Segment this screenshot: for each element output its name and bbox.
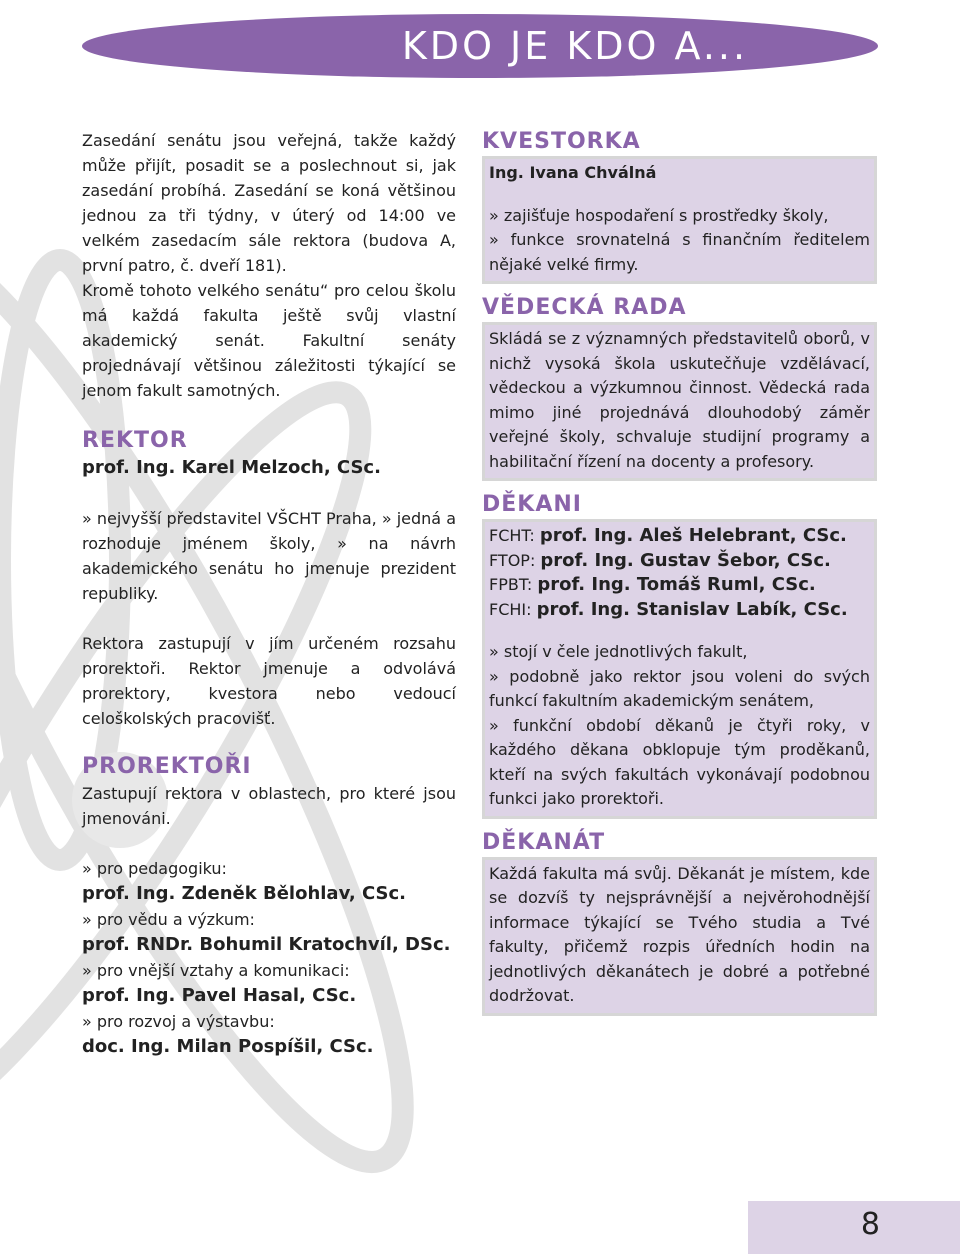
dekani-heading: DĚKANI: [482, 492, 582, 517]
dean-faculty: FCHI:: [489, 599, 532, 619]
dekani-duty: » stojí v čele jednotlivých fakult,: [489, 642, 748, 661]
dean-faculty: FCHT:: [489, 526, 535, 545]
rektor-duties: » nejvyšší představitel VŠCHT Praha, » jedná a rozhoduje jménem školy, » na návrh akademického senátu ho jmenuje prezident republiky.: [82, 509, 456, 603]
page-title: KDO JE KDO A...: [401, 24, 749, 68]
dean-name: prof. Ing. Aleš Helebrant, CSc.: [539, 525, 847, 546]
prorektor-name: prof. Ing. Zdeněk Bělohlav, CSc.: [82, 883, 406, 904]
rektor-heading: REKTOR: [82, 428, 188, 453]
kvestorka-box: [482, 156, 877, 284]
right-column: [482, 128, 877, 1016]
dean-name: prof. Ing. Tomáš Ruml, CSc.: [537, 574, 816, 595]
prorektor-area: » pro pedagogiku:: [82, 859, 227, 878]
prorektori-intro: Zastupují rektora v oblastech, pro které jsou jmenováni.: [82, 784, 456, 828]
dekani-duty: » podobně jako rektor jsou voleni do svých funkcí fakultním akademickým senátem,: [489, 666, 870, 710]
dean-row: [489, 549, 870, 574]
vedecka-rada-text: Skládá se z významných představitelů oborů, v nichž vysoká škola uskutečňuje vzdělávací, vědeckou a výzkumnou činnost. Vědecká rada mimo jiné projednává dlouhodobý záměr veřejné školy, schvaluje studijní programy a habilitační řízení na docenty a profesory.: [489, 329, 870, 471]
faculty-senate-text: Kromě tohoto velkého senátu“ pro celou školu má každá fakulta ještě svůj vlastní akademický senát. Fakultní senáty projednávají většinou záležitosti týkající se jenom fakult samotných.: [82, 281, 456, 400]
dekanat-heading: DĚKANÁT: [482, 829, 606, 855]
left-column: [82, 128, 456, 1060]
dean-faculty: FPBT:: [489, 575, 533, 594]
kvestorka-name: Ing. Ivana Chválná: [489, 163, 657, 182]
dean-row: [489, 524, 870, 549]
page-title-banner: [82, 14, 878, 78]
dean-name: prof. Ing. Gustav Šebor, CSc.: [540, 549, 831, 571]
prorektor-area: » pro rozvoj a výstavbu:: [82, 1012, 275, 1031]
dean-name: prof. Ing. Stanislav Labík, CSc.: [536, 598, 848, 620]
dean-row: [489, 598, 870, 623]
prorektori-heading: PROREKTOŘI: [82, 754, 252, 779]
rektor-name: prof. Ing. Karel Melzoch, CSc.: [82, 457, 381, 478]
kvestorka-heading: KVESTORKA: [482, 129, 641, 154]
vedecka-rada-box: [482, 322, 877, 481]
dekanat-box: [482, 857, 877, 1016]
dekani-box: [482, 519, 877, 819]
rektor-note: Rektora zastupují v jím určeném rozsahu prorektoři. Rektor jmenuje a odvolává prorektory, kvestora nebo vedoucí celoškolských pracovišť.: [82, 634, 456, 728]
prorektor-name: prof. Ing. Pavel Hasal, CSc.: [82, 985, 357, 1006]
dekani-duty: » funkční období děkanů je čtyři roky, v každého děkana obklopuje tým proděkanů, kteří na svých fakultách vykonávají podobnou funkci jako prorektoři.: [489, 715, 870, 808]
kvestorka-duty: » funkce srovnatelná s finančním ředitelem nějaké velké firmy.: [489, 230, 870, 274]
page-number-box: [748, 1201, 960, 1254]
prorektor-name: doc. Ing. Milan Pospíšil, CSc.: [82, 1036, 374, 1057]
vedecka-rada-heading: VĚDECKÁ RADA: [482, 295, 687, 320]
dean-row: [489, 573, 870, 598]
dean-faculty: FTOP:: [489, 550, 536, 570]
kvestorka-duty: » zajišťuje hospodaření s prostředky školy,: [489, 205, 829, 225]
senate-intro: Zasedání senátu jsou veřejná, takže každý může přijít, posadit se a poslechnout si, jak zasedání probíhá. Zasedání se koná většinou jednou za tři týdny, v úterý od 14:00 ve velkém zasedacím sále rektora (budova A, první patro, č. dveří 181).: [82, 131, 456, 275]
prorektor-area: » pro vědu a výzkum:: [82, 910, 255, 929]
dekanat-text: Každá fakulta má svůj. Děkanát je místem, kde se dozvíš ty nejsprávnější a nejvěrohodnější informace týkající se Tvého studia a Tvé fakulty, přičemž rozpis úředních hodin na jednotlivých děkanátech je dobré a potřebné dodržovat.: [489, 863, 870, 1005]
prorektor-name: prof. RNDr. Bohumil Kratochvíl, DSc.: [82, 934, 451, 955]
prorektor-area: » pro vnější vztahy a komunikaci:: [82, 961, 350, 980]
page-number: 8: [860, 1207, 880, 1242]
